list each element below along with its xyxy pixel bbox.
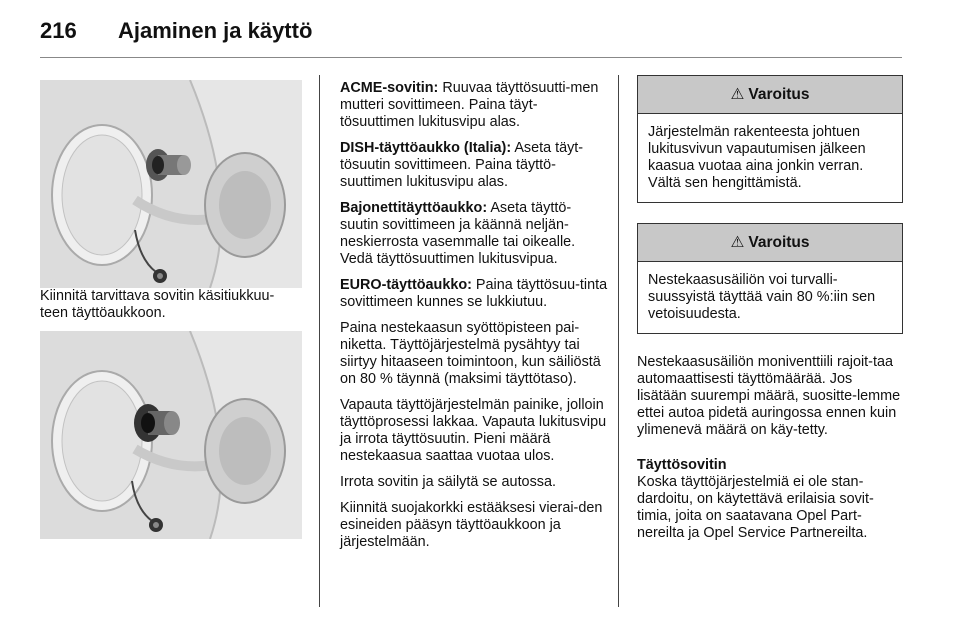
paragraph-dish: DISH-täyttöaukko (Italia): Aseta täyt-tösuutin sovittimeen. Paina täyttö-suuttimen lukitusvipu alas.: [340, 140, 584, 190]
page-title: Ajaminen ja käyttö: [118, 18, 313, 43]
paragraph-release: Vapauta täyttöjärjestelmän painike, jolloin täyttöprosessi lakkaa. Vapauta lukitusvipu ja irrota täyttösuutin. Pieni määrä nestekaasua saattaa vuotaa ulos.: [340, 397, 607, 464]
warning-box-2: [637, 223, 903, 334]
paragraph-multivalve: Nestekaasusäiliön moniventtiili rajoit-taa automaattisesti täyttömäärää. Jos lisätään suurempi määrä, suositte-lemme ettei autoa pidetä auringossa ennen kuin ylimenevä määrä on käy-tetty.: [637, 354, 901, 438]
subheading-taytto-sovitin: Täyttösovitin: [637, 457, 727, 473]
paragraph-bajonetti: Bajonettitäyttöaukko: Aseta täyttö-suutin sovittimeen ja käännä neljän-neskierrosta vasemmalle tai oikealle. Vedä täyttösuuttimen lukitusvipua.: [340, 200, 576, 267]
warning-title-1: Varoitus: [748, 86, 810, 103]
page-number: 216: [40, 18, 77, 43]
header-divider: [40, 57, 902, 58]
column-3: [637, 75, 903, 551]
warning-title-2: Varoitus: [748, 234, 810, 251]
paragraph-acme: ACME-sovitin: Ruuvaa täyttösuutti-men mutteri sovittimeen. Paina täyt-tösuuttimen lukitusvipu alas.: [340, 80, 599, 130]
column-divider-2: [618, 75, 619, 607]
paragraph-remove-adapter: Irrota sovitin ja säilytä se autossa.: [340, 474, 556, 490]
lead-bajonetti: Bajonettitäyttöaukko:: [340, 200, 488, 216]
paragraph-attach-cap: Kiinnitä suojakorkki estääksesi vierai-den esineiden pääsyn täyttöaukkoon ja järjestelmään.: [340, 500, 603, 550]
figure-caption: Kiinnitä tarvittava sovitin käsitiukkuu-teen täyttöaukkoon.: [40, 288, 275, 321]
paragraph-press-button: Paina nestekaasun syöttöpisteen pai-niketta. Täyttöjärjestelmä pysähtyy tai siirtyy hitaaseen toimintoon, kun säiliöstä on 80 % täynnä (maksimi täyttötaso).: [340, 320, 601, 387]
paragraph-adapter-info: Koska täyttöjärjestelmiä ei ole stan-dardoitu, on käytettävä erilaisia sovit-timia, joita on saatavana Opel Part-nereilta ja Opel Service Partnereilta.: [637, 474, 874, 541]
warning-box-1: [637, 75, 903, 203]
lead-acme: ACME-sovitin:: [340, 80, 439, 96]
warning-icon: ⚠: [730, 234, 745, 251]
column-2: [340, 80, 608, 560]
warning-body-1: Järjestelmän rakenteesta johtuen lukitusvivun vapautumisen jälkeen kaasua vuotaa aina jonkin verran. Vältä sen hengittämistä.: [648, 124, 866, 191]
figure-adapter-illustration: [40, 80, 302, 288]
column-1: [40, 80, 302, 539]
column-divider-1: [319, 75, 320, 607]
warning-header-2: [638, 224, 902, 262]
warning-icon: ⚠: [730, 86, 745, 103]
page-header: [40, 18, 920, 44]
warning-header-1: [638, 76, 902, 114]
warning-body-2: Nestekaasusäiliön voi turvalli-suussyistä täyttää vain 80 %:iin sen vetoisuudesta.: [648, 272, 876, 322]
section-adapter: [637, 457, 903, 542]
lead-euro: EURO-täyttöaukko:: [340, 277, 472, 293]
figure-adapter-mounted: [40, 331, 302, 539]
paragraph-euro: EURO-täyttöaukko: Paina täyttösuu-tinta sovittimeen kunnes se lukkiutuu.: [340, 277, 608, 310]
lead-dish: DISH-täyttöaukko (Italia):: [340, 140, 512, 156]
